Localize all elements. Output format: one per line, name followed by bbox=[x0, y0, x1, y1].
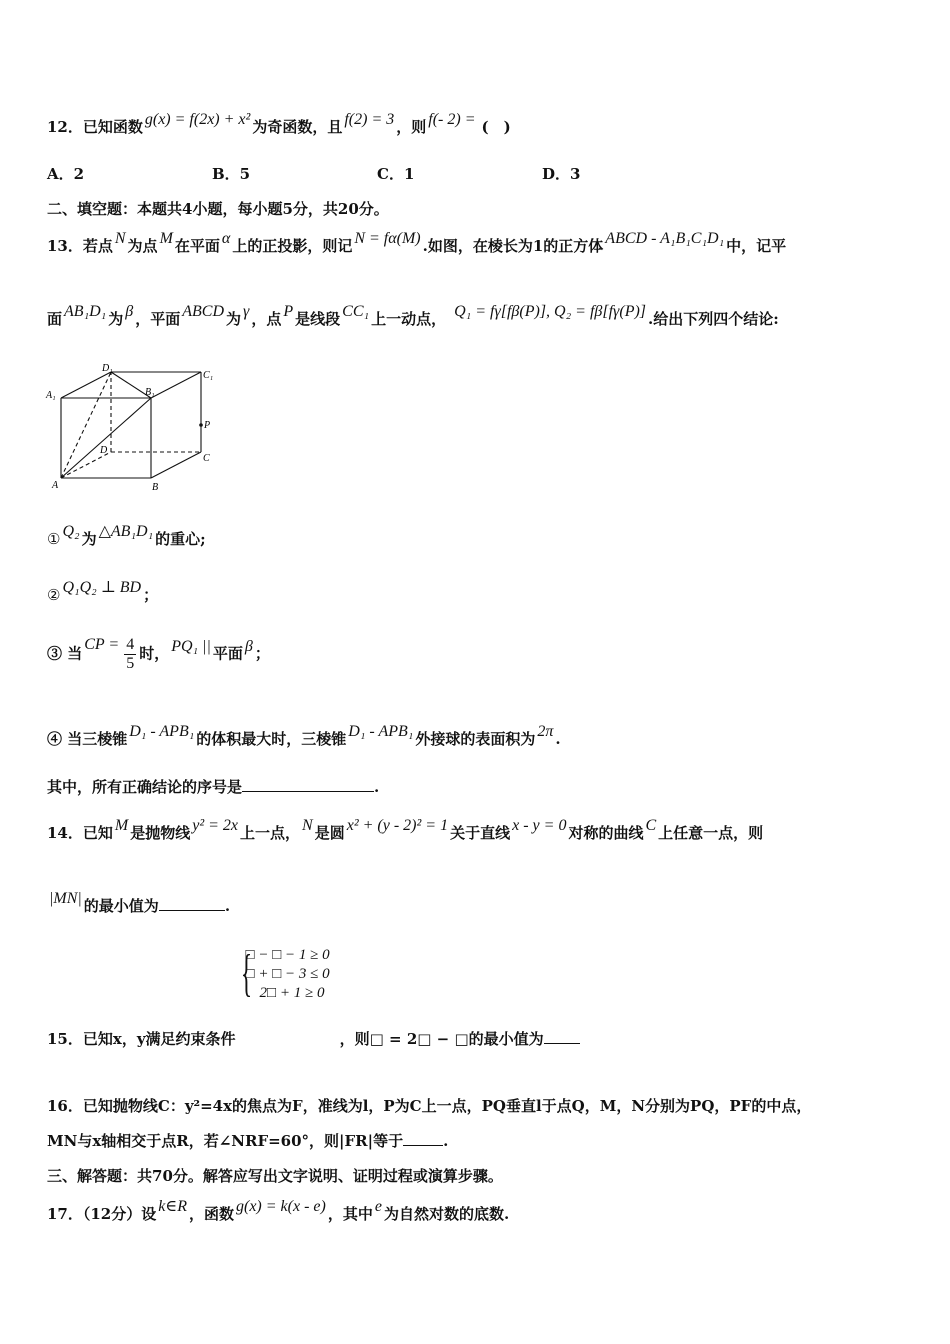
q13-ask bbox=[47, 776, 379, 797]
label-a1: A₁ bbox=[46, 390, 56, 401]
q13-line-1 bbox=[47, 230, 787, 256]
q13-tetra-1: D₁ - APB₁ bbox=[129, 723, 195, 740]
q14-text: 关于直线 bbox=[450, 824, 511, 842]
q17-text: 为自然对数的底数. bbox=[383, 1205, 510, 1223]
q13-plane-gamma: ABCD bbox=[182, 303, 225, 320]
q16-line-1: 16．已知抛物线C：y²=4x的焦点为F，准线为l，P为C上一点，PQ垂直l于点Q，M，N分别为PQ，PF的中点， bbox=[47, 1097, 812, 1115]
q13-text: ； bbox=[143, 586, 159, 604]
q14-text: 的最小值为 bbox=[83, 897, 159, 915]
q13-gamma: γ bbox=[243, 303, 250, 320]
label-c1: C₁ bbox=[203, 370, 214, 381]
q12-condition: f(2) = 3 bbox=[344, 111, 395, 128]
q13-parallel: || bbox=[202, 637, 211, 655]
q13-text: 为点 bbox=[127, 237, 158, 255]
q14-line: x - y = 0 bbox=[512, 817, 567, 834]
q17-line bbox=[47, 1198, 510, 1224]
answer-blank[interactable] bbox=[242, 777, 374, 792]
q13-text: 为 bbox=[81, 530, 97, 548]
q13-var-p: P bbox=[283, 303, 294, 320]
q13-cube: ABCD - A₁B₁C₁D₁ bbox=[605, 230, 725, 247]
label-d1: D₁ bbox=[102, 363, 113, 374]
q13-text: 外接球的表面积为 bbox=[415, 730, 536, 748]
q13-text: 的体积最大时，三棱锥 bbox=[196, 730, 347, 748]
q13-var-m: M bbox=[159, 230, 173, 247]
q13-segment: CC₁ bbox=[342, 303, 370, 320]
q17-text: ，其中 bbox=[327, 1205, 373, 1223]
label-a: A bbox=[52, 480, 59, 491]
constraint-3: 2□ + 1 ≥ 0 bbox=[259, 985, 325, 1001]
q13-text: 中，记平 bbox=[726, 237, 787, 255]
q14-text: 是圆 bbox=[314, 824, 345, 842]
q17-text: 17．（12分）设 bbox=[47, 1205, 157, 1223]
q13-text: ，点 bbox=[251, 310, 282, 328]
q13-conclusion-4 bbox=[47, 723, 561, 749]
q13-conclusion-2 bbox=[47, 579, 159, 605]
q12-text2: ，则 bbox=[396, 118, 427, 136]
q15-text: 15．已知x，y满足约束条件 bbox=[47, 1030, 236, 1048]
circled-2: ② bbox=[47, 586, 61, 604]
q12-option-a: A．2 bbox=[47, 165, 85, 183]
q14-line-1 bbox=[47, 817, 764, 843]
q12-number: 12．已知函数 bbox=[47, 118, 143, 136]
q13-text: 其中，所有正确结论的序号是 bbox=[47, 778, 243, 796]
q14-var-m: M bbox=[114, 817, 129, 834]
section-3-heading: 三、解答题：共70分。解答应写出文字说明、证明过程或演算步骤。 bbox=[47, 1167, 503, 1185]
constraint-system bbox=[236, 946, 330, 1003]
q14-text: 上一点， bbox=[240, 824, 301, 842]
label-b: B bbox=[152, 482, 159, 493]
q13-tetra-2: D₁ - APB₁ bbox=[348, 723, 414, 740]
q13-projection: N = fα(M) bbox=[354, 230, 421, 247]
q12-ask: f(- 2) = bbox=[428, 111, 476, 128]
q13-text: 为 bbox=[108, 310, 124, 328]
q12-g-def: g(x) = f(2x) + x² bbox=[144, 111, 251, 128]
q15-text: ，则□ = 2□ − □的最小值为 bbox=[339, 1030, 544, 1048]
q13-conclusion-1 bbox=[47, 523, 206, 549]
q13-line-2 bbox=[47, 303, 779, 329]
label-c: C bbox=[203, 453, 210, 464]
q14-line-2 bbox=[47, 890, 231, 916]
q14-parabola: y² = 2x bbox=[192, 817, 239, 834]
q13-area: 2π bbox=[537, 723, 554, 740]
fraction-numerator: 4 bbox=[126, 636, 135, 653]
q13-text: 在平面 bbox=[174, 237, 220, 255]
q17-text: ，函数 bbox=[188, 1205, 234, 1223]
q14-curve-c: C bbox=[645, 817, 657, 834]
q13-text: 上的正投影，则记 bbox=[232, 237, 353, 255]
q13-text: ④ 当三棱锥 bbox=[47, 730, 128, 748]
q13-var-n: N bbox=[114, 230, 126, 247]
q13-beta: β bbox=[244, 637, 253, 655]
constraint-2: □ + □ − 3 ≤ 0 bbox=[245, 966, 330, 982]
q12-option-d: D．3 bbox=[542, 165, 581, 183]
q13-text: ，平面 bbox=[135, 310, 181, 328]
q12-option-c: C．1 bbox=[377, 165, 415, 183]
label-d: D bbox=[100, 445, 108, 456]
q17-k: k∈R bbox=[158, 1198, 187, 1215]
q13-perp: Q₁Q₂ ⊥ BD bbox=[62, 579, 142, 596]
q13-text: .给出下列四个结论: bbox=[648, 310, 779, 328]
q12-option-b: B．5 bbox=[212, 165, 251, 183]
q13-text: ； bbox=[254, 644, 270, 663]
fraction-denominator: 5 bbox=[126, 655, 135, 672]
q12-text: 为奇函数，且 bbox=[252, 118, 343, 136]
q13-text: 是线段 bbox=[295, 310, 341, 328]
q16-line-2 bbox=[47, 1130, 448, 1151]
q13-beta: β bbox=[125, 303, 134, 320]
circled-1: ① bbox=[47, 530, 61, 548]
q13-cp: CP = bbox=[84, 635, 120, 653]
q13-text: 上一动点， bbox=[371, 310, 447, 328]
q17-function: g(x) = k(x - e) bbox=[235, 1198, 326, 1215]
answer-blank[interactable] bbox=[403, 1131, 443, 1146]
q13-triangle: △AB₁D₁ bbox=[98, 523, 154, 540]
q13-text: 面 bbox=[47, 310, 63, 328]
q14-var-n: N bbox=[302, 817, 313, 834]
answer-blank[interactable] bbox=[544, 1029, 580, 1044]
q13-alpha: α bbox=[221, 230, 231, 247]
q13-conclusion-3 bbox=[47, 636, 270, 673]
section-2-heading: 二、填空题：本题共4小题，每小题5分，共20分。 bbox=[47, 200, 389, 218]
q13-q-definition: Q₁ = fγ[fβ(P)], Q₂ = fβ[fγ(P)] bbox=[454, 303, 647, 320]
q13-text: 为 bbox=[226, 310, 242, 328]
q13-text: 的重心; bbox=[155, 530, 206, 548]
q13-text: ③ 当 bbox=[47, 644, 83, 663]
q14-text: . bbox=[224, 897, 231, 915]
constraint-1: { □ − □ − 1 ≥ 0 bbox=[245, 947, 330, 963]
q14-text: 上任意一点，则 bbox=[658, 824, 764, 842]
q13-text: 平面 bbox=[212, 644, 243, 663]
q13-pq1: PQ₁ bbox=[171, 637, 199, 655]
q13-text: 13．若点 bbox=[47, 237, 113, 255]
cube-figure bbox=[44, 362, 224, 497]
q14-text: 对称的曲线 bbox=[568, 824, 644, 842]
label-p: P bbox=[204, 420, 211, 431]
q13-text: . bbox=[374, 778, 380, 796]
answer-blank[interactable] bbox=[159, 896, 225, 911]
q13-plane-beta: AB₁D₁ bbox=[64, 303, 107, 320]
q14-mn: |MN| bbox=[49, 890, 82, 907]
q13-q2: Q₂ bbox=[62, 523, 80, 540]
q13-text: .如图，在棱长为1的正方体 bbox=[422, 237, 604, 255]
q14-text: 14．已知 bbox=[47, 824, 113, 842]
q13-text: 时， bbox=[139, 644, 170, 663]
q17-e: e bbox=[374, 1198, 382, 1215]
label-b1: B₁ bbox=[145, 387, 155, 398]
q14-text: 是抛物线 bbox=[130, 824, 191, 842]
q13-text: . bbox=[555, 730, 561, 748]
q16-text: MN与x轴相交于点R，若∠NRF=60°，则|FR|等于 bbox=[47, 1132, 404, 1150]
q14-circle: x² + (y - 2)² = 1 bbox=[346, 817, 449, 834]
fraction-4-5 bbox=[124, 636, 136, 673]
q12-line bbox=[47, 111, 511, 137]
q16-text: . bbox=[443, 1132, 449, 1150]
q12-answer-paren: ( ) bbox=[481, 118, 511, 136]
q15-line bbox=[47, 946, 580, 1048]
